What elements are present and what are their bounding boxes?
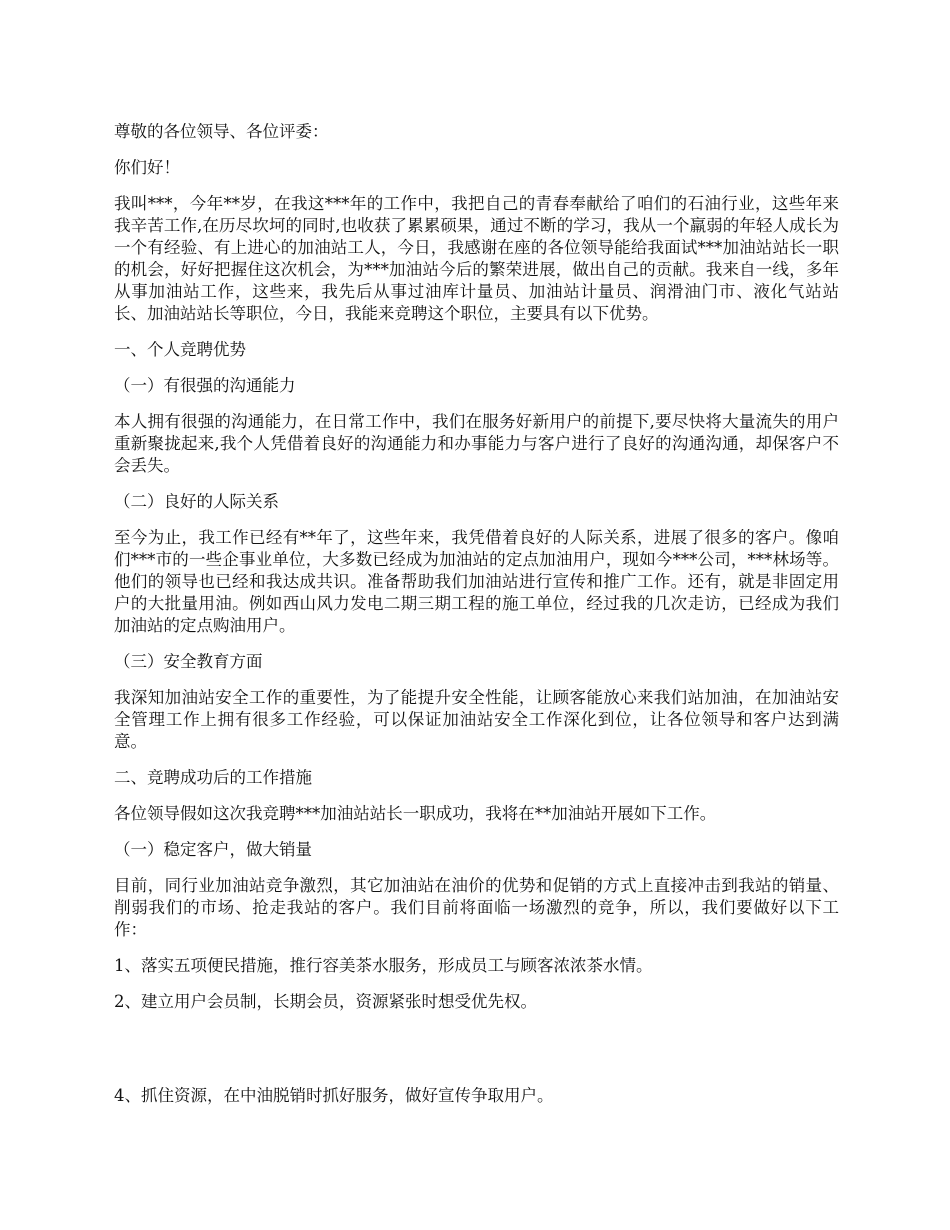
subsection-2-1-paragraph: 目前，同行业加油站竞争激烈，其它加油站在油价的优势和促销的方式上直接冲击到我站的销量、削弱我们的市场、抢走我站的客户。我们目前将面临一场激烈的竞争，所以，我们要做好以下工作： <box>114 876 839 939</box>
list-item-4: 4、抓住资源，在中油脱销时抓好服务，做好宣传争取用户。 <box>114 1086 554 1105</box>
intro-paragraph: 我叫***，今年**岁，在我这***年的工作中，我把自己的青春奉献给了咱们的石油行业，这些年来我辛苦工作,在历尽坎坷的同时,也收获了累累硕果，通过不断的学习，我从一个羸弱的年轻人成长为一个有经验、有上进心的加油站工人，今日，我感谢在座的各位领导能给我面试***加油站站长一职的机会，好好把握住这次机会，为***加油站今后的繁荣进展，做出自己的贡献。我来自一线，多年从事加油站工作，这些来，我先后从事过油库计量员、加油站计量员、润滑油门市、液化气站站长、加油站站长等职位，今日，我能来竞聘这个职位，主要具有以下优势。 <box>114 194 839 323</box>
section-1-heading: 一、个人竞聘优势 <box>114 340 246 359</box>
section-2-heading: 二、竞聘成功后的工作措施 <box>114 768 312 787</box>
subsection-1-3-heading: （三）安全教育方面 <box>114 652 263 671</box>
subsection-1-1-heading: （一）有很强的沟通能力 <box>114 376 296 395</box>
salutation: 尊敬的各位领导、各位评委： <box>114 122 329 141</box>
section-2-intro: 各位领导假如这次我竞聘***加油站站长一职成功，我将在**加油站开展如下工作。 <box>114 804 717 823</box>
subsection-1-1-paragraph: 本人拥有很强的沟通能力，在日常工作中，我们在服务好新用户的前提下,要尽快将大量流失的用户重新聚拢起来,我个人凭借着良好的沟通能力和办事能力与客户进行了良好的沟通沟通，却保客户不会丢失。 <box>114 412 839 475</box>
subsection-1-2-heading: （二）良好的人际关系 <box>114 492 279 511</box>
list-item-1: 1、落实五项便民措施，推行容美茶水服务，形成员工与顾客浓浓茶水情。 <box>114 956 653 975</box>
greeting: 你们好！ <box>114 158 180 177</box>
subsection-1-2-paragraph: 至今为止，我工作已经有**年了，这些年来，我凭借着良好的人际关系，进展了很多的客户。像咱们***市的一些企事业单位，大多数已经成为加油站的定点加油用户，现如今***公司，***林场等。他们的领导也已经和我达成共识。准备帮助我们加油站进行宣传和推广工作。还有，就是非固定用户的大批量用油。例如西山风力发电二期三期工程的施工单位，经过我的几次走访，已经成为我们加油站的定点购油用户。 <box>114 528 839 635</box>
list-item-2: 2、建立用户会员制，长期会员，资源紧张时想受优先权。 <box>114 992 537 1011</box>
subsection-1-3-paragraph: 我深知加油站安全工作的重要性，为了能提升安全性能，让顾客能放心来我们站加油，在加油站安全管理工作上拥有很多工作经验，可以保证加油站安全工作深化到位，让各位领导和客户达到满意。 <box>114 688 839 751</box>
subsection-2-1-heading: （一）稳定客户，做大销量 <box>114 840 312 859</box>
blank-line <box>114 1027 839 1049</box>
document-body <box>114 121 839 1121</box>
